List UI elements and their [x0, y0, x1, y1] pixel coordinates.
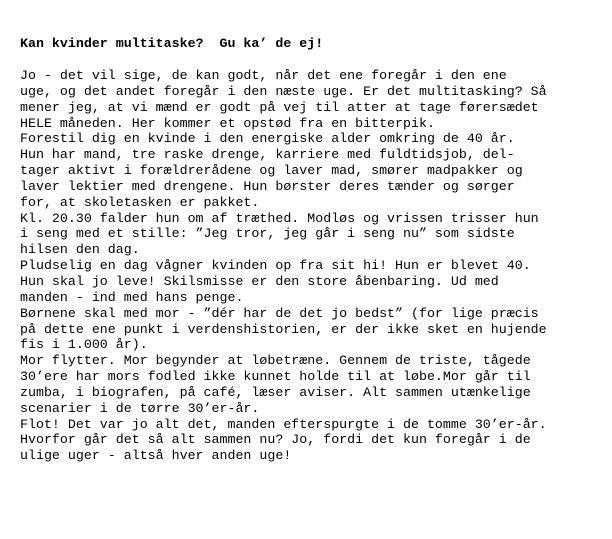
text-line: 30’ere har mors fodled ikke kunnet holde til at løbe.Mor går til: [20, 369, 531, 385]
text-line: i seng med et stille: ”Jeg tror, jeg går i seng nu” som sidste: [20, 226, 515, 242]
text-line: for, at skoletasken er pakket.: [20, 194, 260, 210]
text-line: tager aktivt i forældrerådene og laver mad, smører madpakker og: [20, 163, 523, 179]
text-line: zumba, i biografen, på café, læser aviser. Alt sammen utænkelige: [20, 384, 531, 400]
text-line: mener jeg, at vi mænd er godt på vej til atter at tage førersædet: [20, 99, 539, 115]
text-line: Forestil dig en kvinde i den energiske alder omkring de 40 år.: [20, 131, 515, 147]
text-line: Hun har mand, tre raske drenge, karriere med fuldtidsjob, del-: [20, 147, 515, 163]
text-line: Hun skal jo leve! Skilsmisse er den store åbenbaring. Ud med: [20, 273, 499, 289]
text-line: uge, og det andet foregår i den næste uge. Er det multitasking? Så: [20, 83, 547, 99]
text-line: ulige uger - altså hver anden uge!: [20, 448, 292, 464]
text-line: på dette ene punkt i verdenshistorien, er der ikke sket en hujende: [20, 321, 547, 337]
text-line: Børnene skal med mor - ”dér har de det jo bedst” (for lige præcis: [20, 305, 539, 321]
article-title: Kan kvinder multitaske? Gu ka’ de ej!: [20, 36, 324, 51]
article-body: [20, 68, 547, 464]
text-line: HELE måneden. Her kommer et opstød fra en bitterpik.: [20, 115, 435, 131]
text-line: Pludselig en dag vågner kvinden op fra sit hi! Hun er blevet 40.: [20, 258, 531, 274]
text-line: Hvorfor går det så alt sammen nu? Jo, fordi det kun foregår i de: [20, 432, 531, 448]
text-line: Kl. 20.30 falder hun om af træthed. Modløs og vrissen trisser hun: [20, 210, 539, 226]
text-line: manden - ind med hans penge.: [20, 289, 244, 305]
text-line: hilsen den dag.: [20, 242, 140, 258]
text-line: Mor flytter. Mor begynder at løbetræne. Gennem de triste, tågede: [20, 353, 531, 369]
text-line: fis i 1.000 år).: [20, 337, 148, 353]
text-line: scenarier i de tørre 30’er-år.: [20, 400, 260, 416]
text-line: laver lektier med drengene. Hun børster deres tænder og sørger: [20, 178, 515, 194]
text-line: Flot! Det var jo alt det, manden efterspurgte i de tomme 30’er-år.: [20, 416, 547, 432]
text-line: Jo - det vil sige, de kan godt, når det ene foregår i den ene: [20, 68, 507, 83]
